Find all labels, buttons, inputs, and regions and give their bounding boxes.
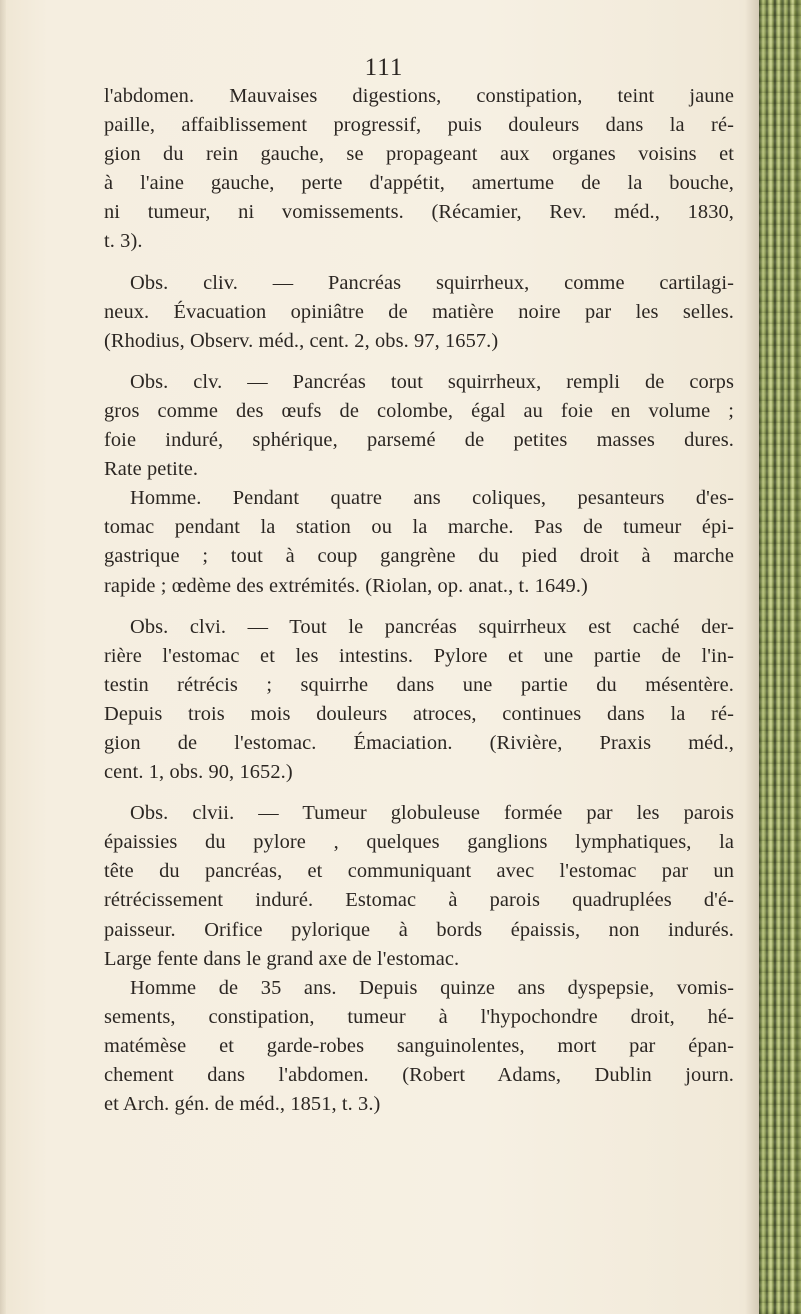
text-line: foie induré, sphérique, parsemé de petites masses dures. [104,429,734,452]
paragraph-gap [104,601,734,613]
paragraph-gap [104,356,734,368]
text-line: rétrécissement induré. Estomac à parois quadruplées d'é- [104,889,734,912]
text-line: (Rhodius, Observ. méd., cent. 2, obs. 97, 1657.) [104,329,499,352]
text-line: cent. 1, obs. 90, 1652.) [104,761,293,784]
text-line: paisseur. Orifice pylorique à bords épaissis, non indurés. [104,918,734,941]
text-line: Obs. clv. — Pancréas tout squirrheux, rempli de corps [130,370,734,393]
paragraph-gap [104,257,734,269]
text-line: l'abdomen. Mauvaises digestions, constipation, teint jaune [104,85,734,107]
text-line: tomac pendant la station ou la marche. Pas de tumeur épi- [104,516,734,539]
page-number: 111 [364,54,404,81]
text-line: neux. Évacuation opiniâtre de matière noire par les selles. [104,300,734,323]
text-line: gion de l'estomac. Émaciation. (Rivière, Praxis méd., [104,731,734,754]
text-line: tête du pancréas, et communiquant avec l'estomac par un [104,860,734,883]
text-line: Homme de 35 ans. Depuis quinze ans dyspepsie, vomis- [130,976,734,999]
text-line: à l'aine gauche, perte d'appétit, amertume de la bouche, [104,172,734,195]
text-line: Obs. clvii. — Tumeur globuleuse formée par les parois [130,802,734,825]
text-line: testin rétrécis ; squirrhe dans une partie du mésentère. [104,673,734,696]
text-line: matémèse et garde-robes sanguinolentes, mort par épan- [104,1034,734,1057]
text-line: sements, constipation, tumeur à l'hypochondre droit, hé- [104,1005,734,1028]
text-line: Large fente dans le grand axe de l'estomac. [104,947,460,970]
text-line: Depuis trois mois douleurs atroces, continues dans la ré- [104,702,734,725]
text-line: Obs. clvi. — Tout le pancréas squirrheux est caché der- [130,615,734,638]
text-line: paille, affaiblissement progressif, puis douleurs dans la ré- [104,114,734,137]
text-line: Obs. cliv. — Pancréas squirrheux, comme cartilagi- [130,271,734,294]
text-line: Rate petite. [104,458,199,481]
text-line: chement dans l'abdomen. (Robert Adams, Dublin journ. [104,1064,734,1086]
page-left-edge [0,0,6,1314]
text-line: Homme. Pendant quatre ans coliques, pesanteurs d'es- [130,487,734,510]
text-line: et Arch. gén. de méd., 1851, t. 3.) [104,1093,381,1116]
text-line: gion du rein gauche, se propageant aux organes voisins et [104,143,734,166]
text-line: épaissies du pylore , quelques ganglions lymphatiques, la [104,831,734,854]
paragraph-gap [104,787,734,799]
text-line: gastrique ; tout à coup gangrène du pied droit à marche [104,545,734,568]
book-spine [759,0,801,1314]
text-line: t. 3). [104,230,143,253]
text-line: gros comme des œufs de colombe, égal au foie en volume ; [104,399,734,422]
text-line: rapide ; œdème des extrémités. (Riolan, op. anat., t. 1649.) [104,574,588,597]
text-line: rière l'estomac et les intestins. Pylore et une partie de l'in- [104,644,734,667]
spine-shadow [745,0,759,1314]
text-line: ni tumeur, ni vomissements. (Récamier, Rev. méd., 1830, [104,201,734,224]
body-text [104,82,734,1119]
